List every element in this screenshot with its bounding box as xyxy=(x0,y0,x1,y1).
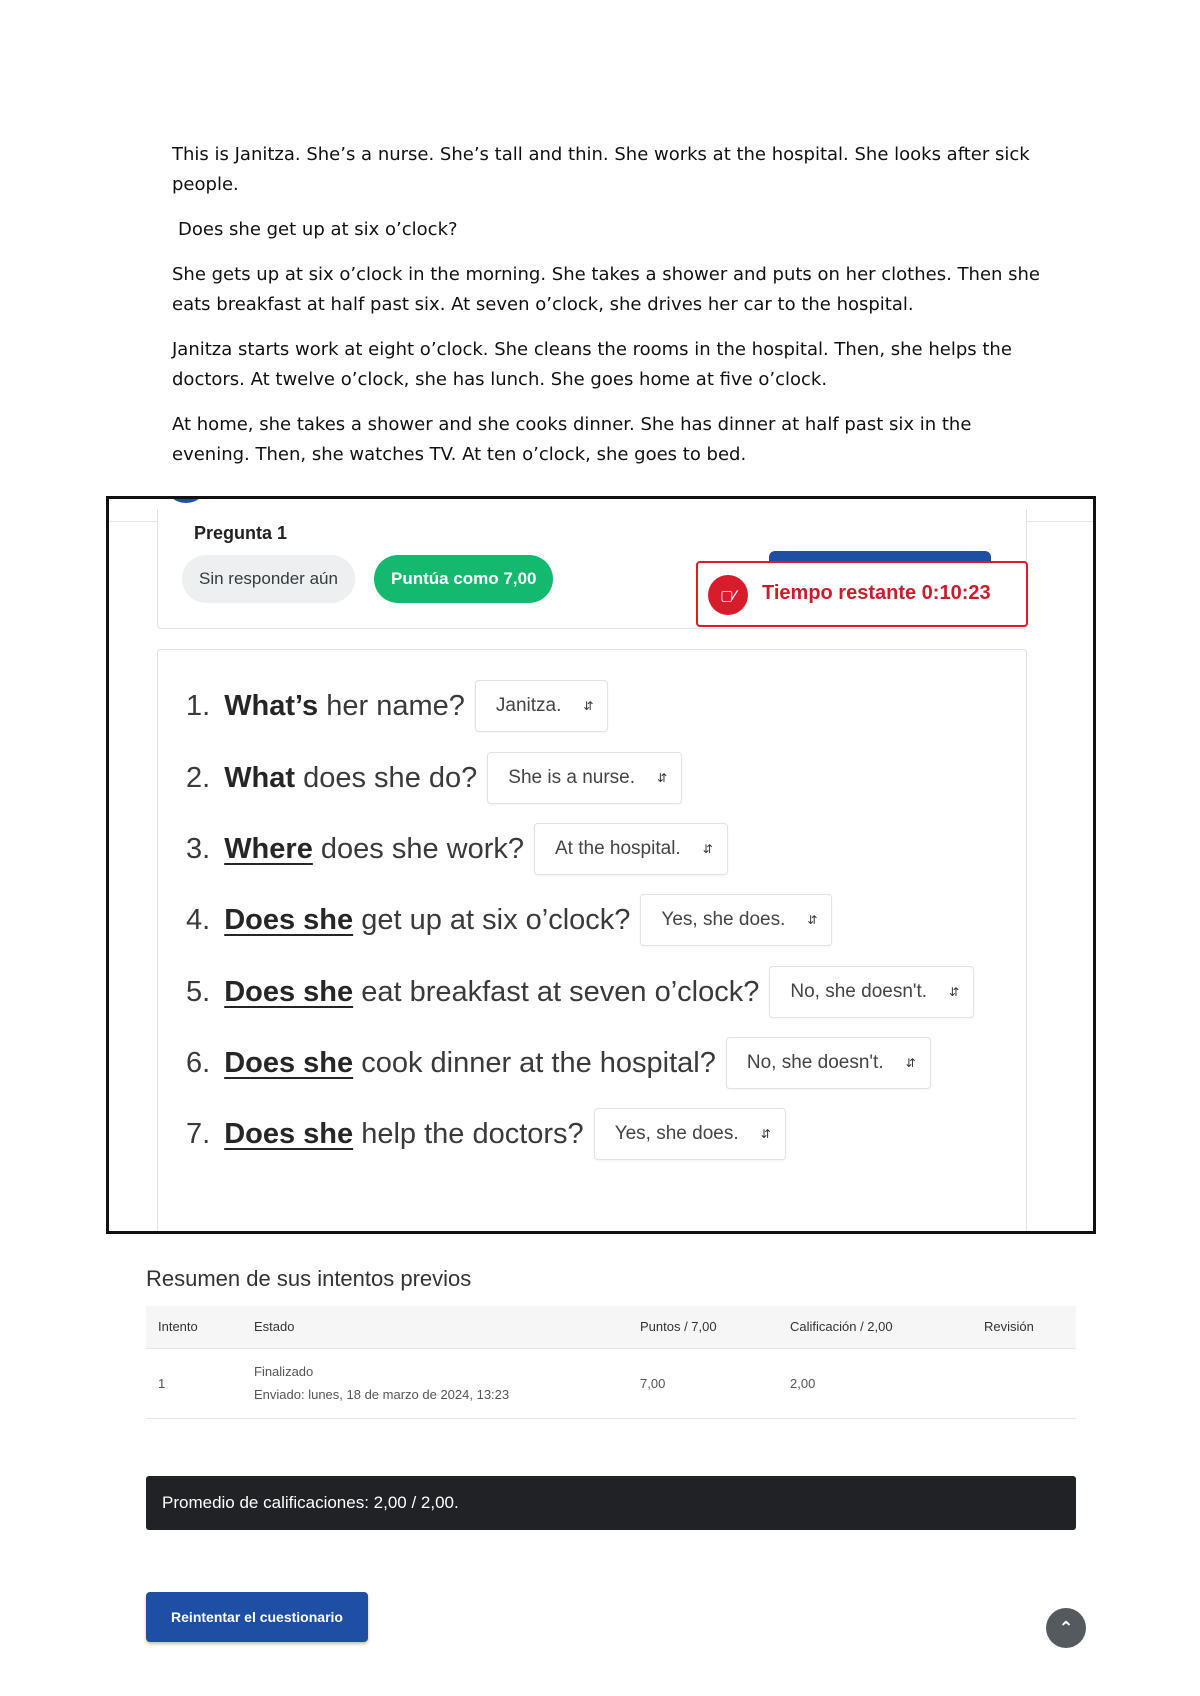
column-header: Estado xyxy=(242,1306,628,1348)
retry-quiz-button[interactable]: Reintentar el cuestionario xyxy=(146,1592,368,1642)
summary-title: Resumen de sus intentos previos xyxy=(146,1266,472,1291)
item-rest: help the doctors? xyxy=(353,1117,584,1150)
column-header: Puntos / 7,00 xyxy=(628,1306,778,1348)
item-underlined: Does she xyxy=(224,903,354,936)
answer-value: No, she doesn't. xyxy=(790,981,928,1002)
item-rest: does she do? xyxy=(295,761,478,794)
select-caret-icon: ⇵ xyxy=(583,699,594,713)
question-item xyxy=(186,823,728,875)
select-caret-icon: ⇵ xyxy=(905,1056,916,1070)
item-text xyxy=(224,1118,584,1151)
answer-value: She is a nurse. xyxy=(508,767,636,788)
item-number: 2. xyxy=(186,761,211,794)
passage-paragraph: Janitza starts work at eight o’clock. She cleans the rooms in the hospital. Then, she helps the doctors. At twelve o’clock, she has lunch. She goes home at five o’clock. xyxy=(172,339,1012,390)
item-number: 6. xyxy=(186,1046,211,1079)
answer-select[interactable] xyxy=(475,680,608,732)
item-number: 4. xyxy=(186,903,211,936)
select-caret-icon: ⇵ xyxy=(760,1127,771,1141)
question-item xyxy=(186,1108,786,1160)
item-rest: eat breakfast at seven o’clock? xyxy=(353,975,760,1008)
question-item xyxy=(186,1037,931,1089)
answer-select[interactable] xyxy=(769,966,974,1018)
attempt-points: 7,00 xyxy=(628,1348,778,1418)
answer-select[interactable] xyxy=(726,1037,931,1089)
answer-select[interactable] xyxy=(640,894,832,946)
column-header: Calificación / 2,00 xyxy=(778,1306,972,1348)
item-text xyxy=(224,690,465,723)
item-bold: What xyxy=(224,761,296,794)
question-content xyxy=(157,649,1027,1234)
question-item xyxy=(186,894,832,946)
question-item xyxy=(186,752,682,804)
item-underlined: Does she xyxy=(224,1117,354,1150)
state-label: Finalizado xyxy=(254,1364,314,1379)
select-caret-icon: ⇵ xyxy=(949,985,960,999)
item-number: 3. xyxy=(186,832,211,865)
timer-text: Tiempo restante 0:10:23 xyxy=(762,582,991,604)
timer-off-icon: ▢∕ xyxy=(708,575,748,615)
item-text xyxy=(224,1047,716,1080)
item-rest: her name? xyxy=(318,689,465,722)
item-number: 1. xyxy=(186,689,211,722)
chevron-up-icon[interactable]: ⌃ xyxy=(1046,1608,1086,1648)
answer-value: Yes, she does. xyxy=(661,909,786,930)
item-text xyxy=(224,762,477,795)
item-bold: What’s xyxy=(224,689,319,722)
points-badge: Puntúa como 7,00 xyxy=(374,555,553,603)
column-header: Revisión xyxy=(972,1306,1076,1348)
status-badge: Sin responder aún xyxy=(182,555,355,603)
question-item xyxy=(186,966,974,1018)
average-grade-banner: Promedio de calificaciones: 2,00 / 2,00. xyxy=(146,1476,1076,1530)
answer-value: Yes, she does. xyxy=(614,1123,739,1144)
item-text xyxy=(224,976,759,1009)
reading-passage xyxy=(172,140,1052,485)
item-number: 7. xyxy=(186,1117,211,1150)
select-caret-icon: ⇵ xyxy=(656,771,668,785)
item-text xyxy=(224,833,524,866)
avatar xyxy=(164,496,208,503)
attempt-number: 1 xyxy=(146,1348,242,1418)
answer-value: At the hospital. xyxy=(555,838,681,859)
quiz-screenshot-frame xyxy=(106,496,1096,1234)
answer-value: Janitza. xyxy=(495,695,562,716)
answer-select[interactable] xyxy=(594,1108,786,1160)
attempt-grade: 2,00 xyxy=(778,1348,972,1418)
attempt-state xyxy=(242,1348,628,1418)
attempt-review xyxy=(972,1348,1076,1418)
select-caret-icon: ⇵ xyxy=(702,842,713,856)
passage-paragraph: This is Janitza. She’s a nurse. She’s tall and thin. She works at the hospital. She looks after sick people. xyxy=(172,144,1030,195)
item-number: 5. xyxy=(186,975,211,1008)
item-underlined: Does she xyxy=(224,975,354,1008)
attempts-table xyxy=(146,1306,1076,1419)
question-item xyxy=(186,680,608,732)
sent-date: Enviado: lunes, 18 de marzo de 2024, 13:23 xyxy=(254,1387,510,1402)
column-header: Intento xyxy=(146,1306,242,1348)
item-rest: cook dinner at the hospital? xyxy=(353,1046,716,1079)
passage-question: Does she get up at six o’clock? xyxy=(178,219,458,240)
item-rest: does she work? xyxy=(312,832,524,865)
item-rest: get up at six o’clock? xyxy=(353,903,631,936)
timer-box xyxy=(696,561,1028,627)
answer-value: No, she doesn't. xyxy=(746,1052,884,1073)
table-header-row xyxy=(146,1306,1076,1348)
question-title: Pregunta 1 xyxy=(194,523,288,543)
passage-paragraph: At home, she takes a shower and she cooks dinner. She has dinner at half past six in the evening. Then, she watches TV. At ten o’clock, she goes to bed. xyxy=(172,414,972,465)
select-caret-icon: ⇵ xyxy=(807,913,818,927)
passage-paragraph: She gets up at six o’clock in the morning. She takes a shower and puts on her clothes. Then she eats breakfast at half past six. At seven o’clock, she drives her car to the hospital. xyxy=(172,264,1041,315)
answer-select[interactable] xyxy=(534,823,728,875)
answer-select[interactable] xyxy=(487,752,682,804)
item-underlined: Where xyxy=(224,832,313,865)
item-text xyxy=(224,904,630,937)
item-underlined: Does she xyxy=(224,1046,354,1079)
table-row xyxy=(146,1348,1076,1418)
